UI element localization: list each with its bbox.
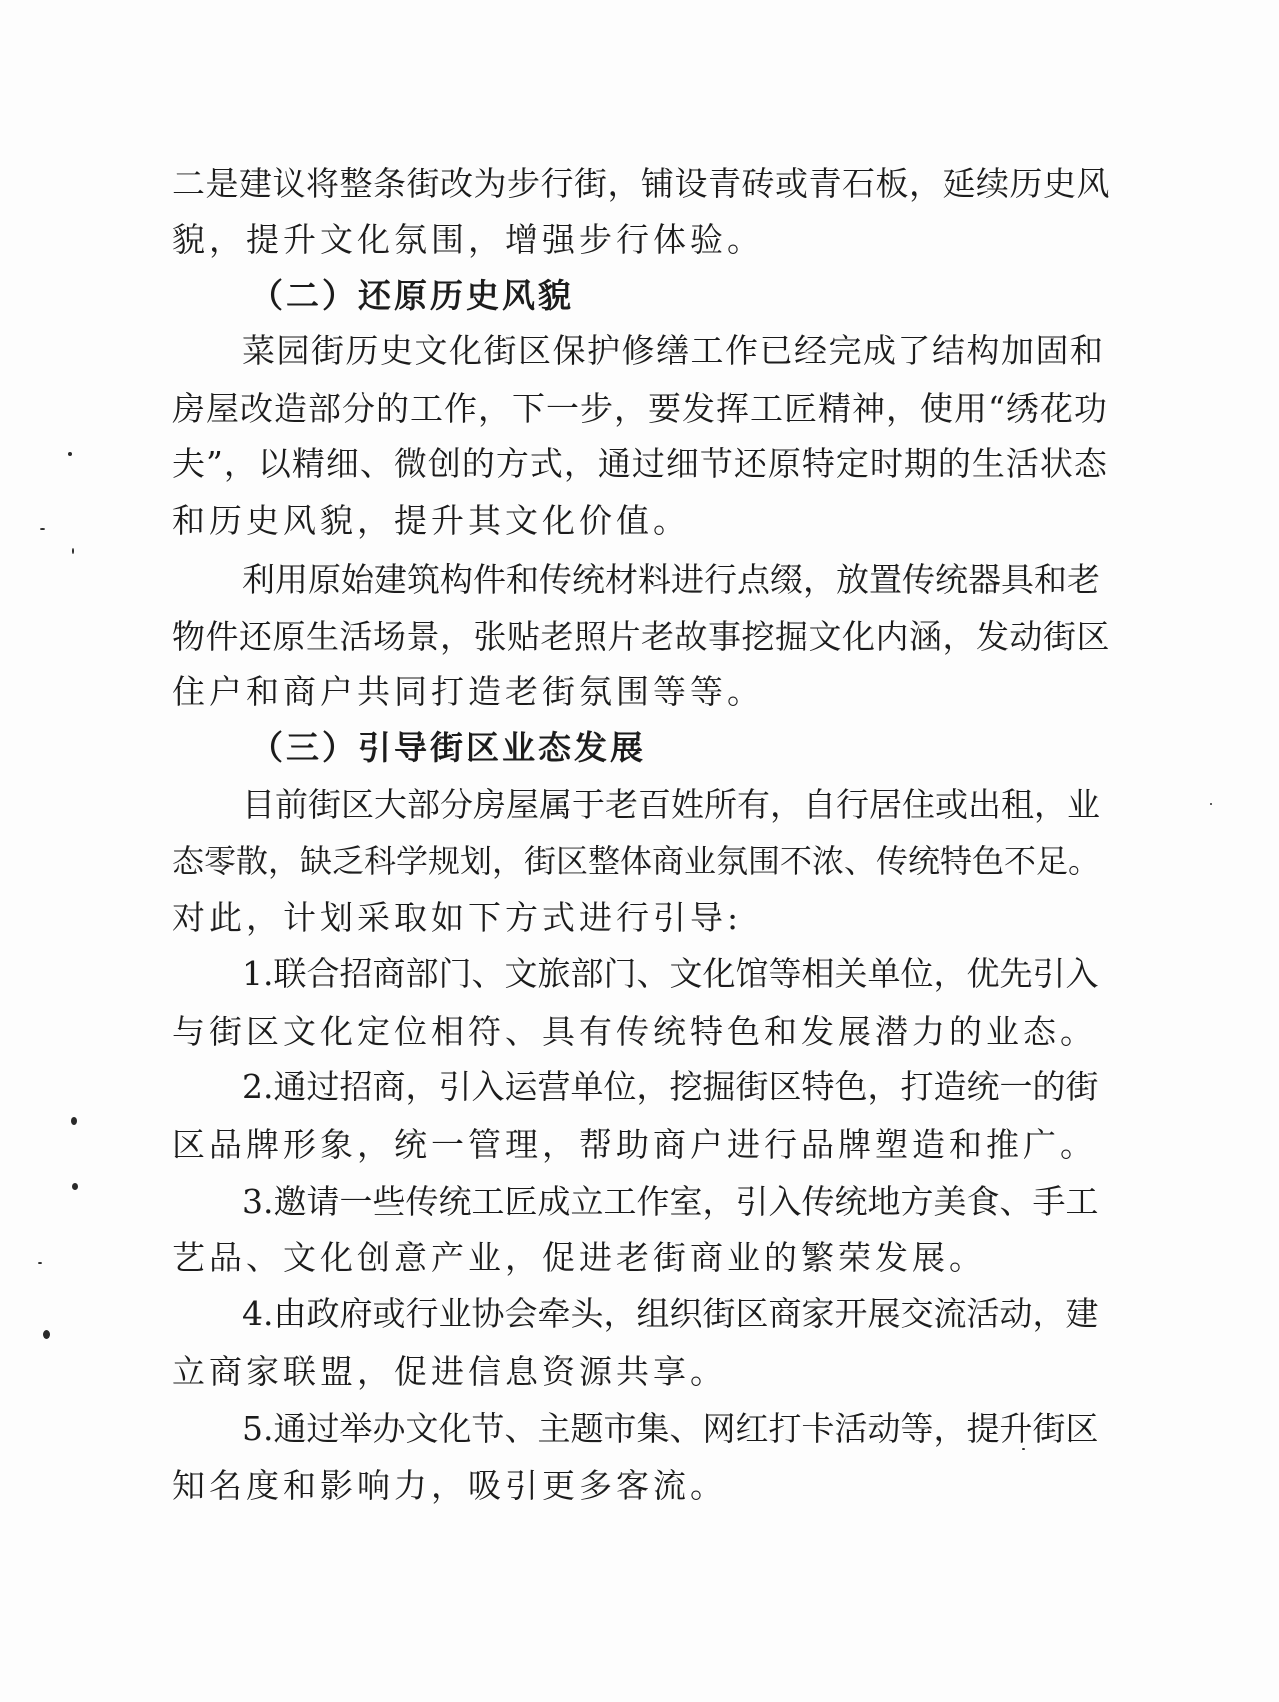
- scan-speck: [71, 1117, 77, 1125]
- paragraph-line: 对此，计划采取如下方式进行引导:: [172, 898, 743, 937]
- list-item-continuation: 与街区文化定位相符、具有传统特色和发展潜力的业态。: [172, 1012, 1097, 1051]
- list-item: 2.通过招商，引入运营单位，挖掘街区特色，打造统一的街: [242, 1067, 1099, 1106]
- scan-speck: [72, 1183, 78, 1190]
- list-item-continuation: 立商家联盟，促进信息资源共享。: [172, 1352, 727, 1391]
- scan-speck: [38, 1262, 42, 1264]
- paragraph-line: 菜园街历史文化街区保护修缮工作已经完成了结构加固和: [242, 331, 1105, 370]
- paragraph-line: 目前街区大部分房屋属于老百姓所有，自行居住或出租，业: [242, 785, 1100, 824]
- paragraph-line: 态零散，缺乏科学规划，街区整体商业氛围不浓、传统特色不足。: [172, 842, 1101, 880]
- paragraph-line: 和历史风貌，提升其文化价值。: [172, 501, 690, 540]
- paragraph-line: 利用原始建筑构件和传统材料进行点缀，放置传统器具和老: [242, 560, 1100, 599]
- list-item-continuation: 知名度和影响力，吸引更多客流。: [172, 1466, 727, 1505]
- list-item-continuation: 区品牌形象，统一管理，帮助商户进行品牌塑造和推广。: [172, 1125, 1097, 1164]
- list-item: 3.邀请一些传统工匠成立工作室，引入传统地方美食、手工: [242, 1182, 1099, 1221]
- scan-speck: [72, 548, 74, 554]
- paragraph-line: 夫”，以精细、微创的方式，通过细节还原特定时期的生活状态: [172, 444, 1108, 483]
- list-item: 5.通过举办文化节、主题市集、网红打卡活动等，提升街区: [242, 1409, 1099, 1448]
- scan-speck: [40, 528, 45, 530]
- section-heading: （三）引导街区业态发展: [250, 728, 646, 767]
- paragraph-line: 貌，提升文化氛围，增强步行体验。: [172, 220, 764, 259]
- scan-speck: [68, 452, 72, 456]
- list-item-continuation: 艺品、文化创意产业，促进老街商业的繁荣发展。: [172, 1238, 986, 1277]
- paragraph-line: 住户和商户共同打造老街氛围等等。: [172, 672, 764, 711]
- section-heading: （二）还原历史风貌: [250, 276, 574, 315]
- scan-speck: [43, 1330, 50, 1339]
- list-item: 4.由政府或行业协会牵头，组织街区商家开展交流活动，建: [242, 1294, 1099, 1333]
- paragraph-line: 二是建议将整条街改为步行街，铺设青砖或青石板，延续历史风: [172, 164, 1110, 203]
- paragraph-line: 房屋改造部分的工作，下一步，要发挥工匠精神，使用“绣花功: [172, 389, 1108, 428]
- list-item: 1.联合招商部门、文旅部门、文化馆等相关单位，优先引入: [242, 954, 1099, 993]
- scan-speck: [1210, 803, 1212, 805]
- paragraph-line: 物件还原生活场景，张贴老照片老故事挖掘文化内涵，发动街区: [172, 617, 1110, 656]
